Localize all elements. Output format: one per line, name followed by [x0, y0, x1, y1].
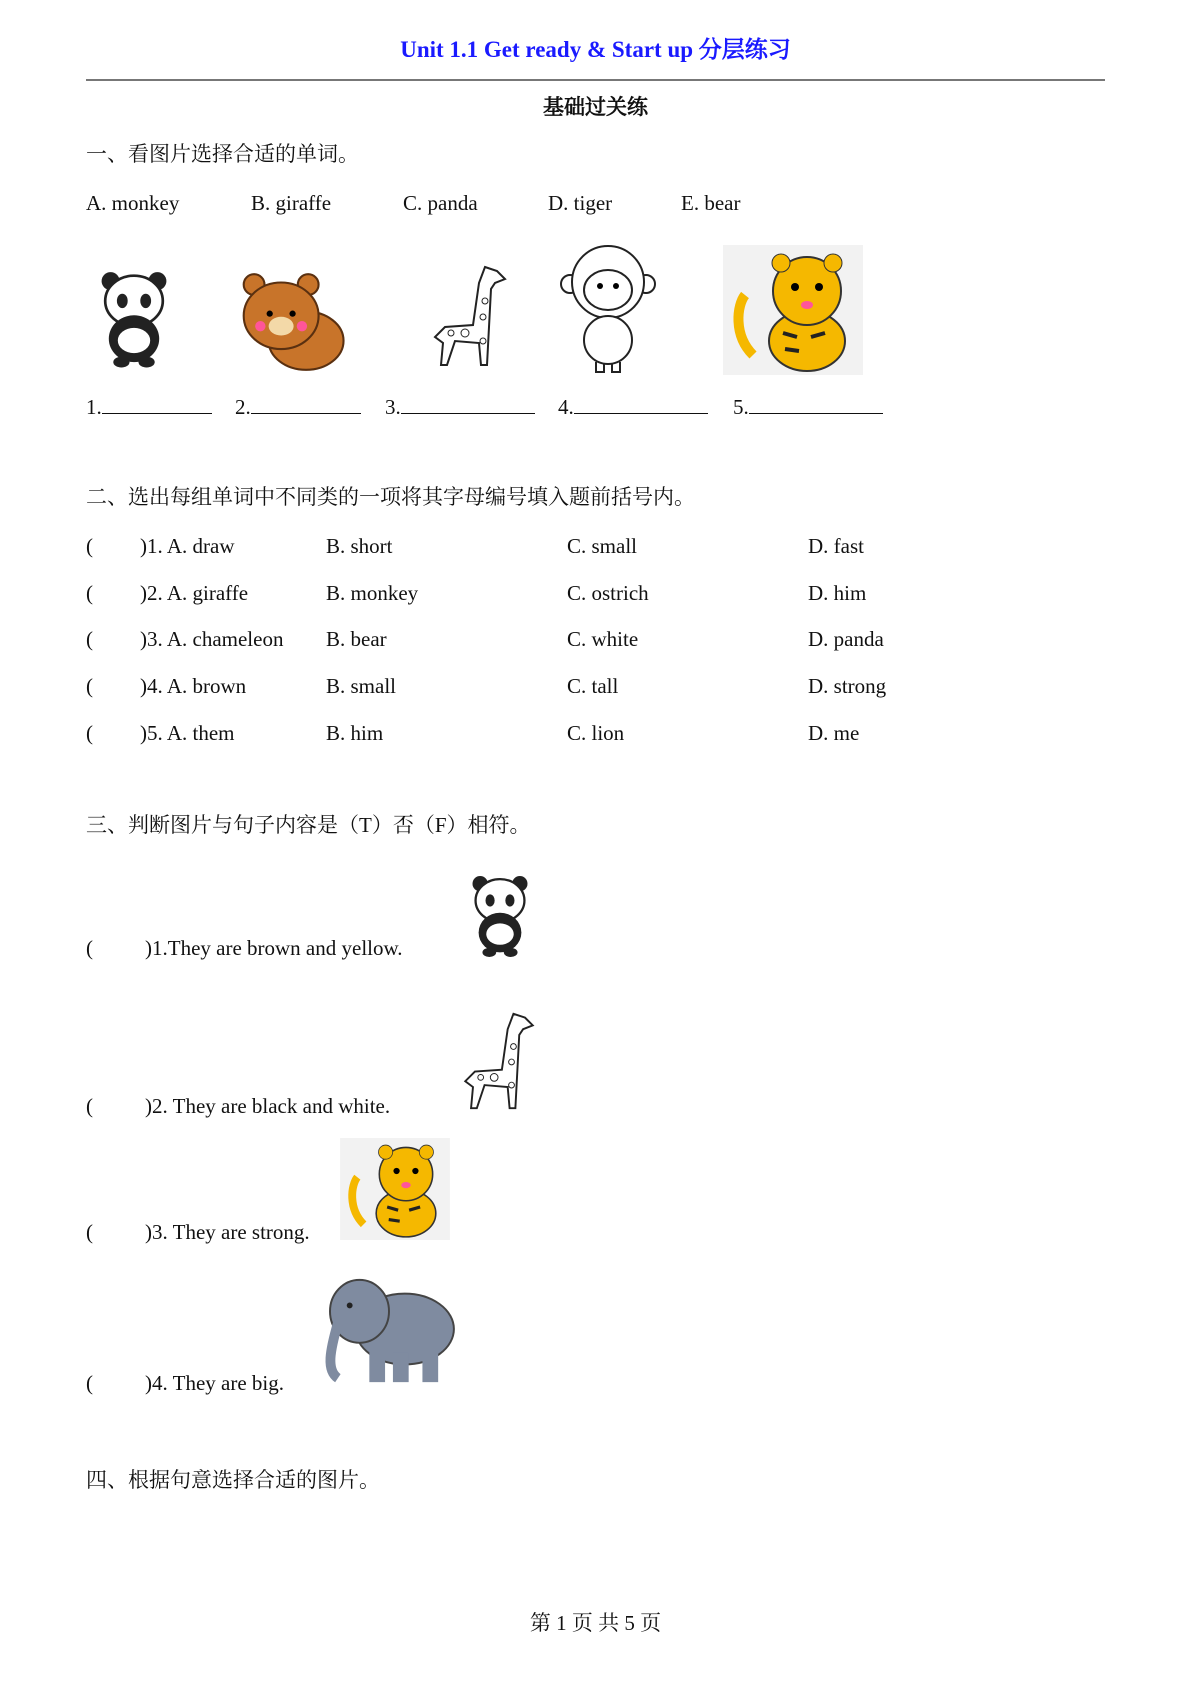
- question-option-c: C. small: [567, 534, 638, 558]
- answer-paren[interactable]: (: [86, 1371, 93, 1395]
- answer-paren[interactable]: (: [86, 674, 93, 698]
- word-option: D. tiger: [548, 191, 613, 215]
- question-option-b: B. monkey: [326, 581, 419, 605]
- section3-heading: 三、判断图片与句子内容是（T）否（F）相符。: [86, 813, 531, 837]
- answer-blank-1[interactable]: 1.: [86, 395, 212, 418]
- question-row: [86, 1222, 310, 1243]
- question-text: )1.They are brown and yellow.: [145, 936, 403, 960]
- answer-blank-5[interactable]: 5.: [733, 395, 883, 418]
- section1-heading: 一、看图片选择合适的单词。: [86, 142, 359, 166]
- tiger-picture: [722, 245, 864, 375]
- answer-blank-4[interactable]: 4.: [558, 395, 708, 418]
- question-option-c: C. lion: [567, 721, 625, 745]
- giraffe-picture: [425, 258, 515, 374]
- question-option-a: )3. A. chameleon: [140, 627, 284, 651]
- question-option-d: D. panda: [808, 627, 884, 651]
- bear-picture: [233, 270, 348, 374]
- word-option: E. bear: [681, 191, 741, 215]
- question-option-a: )5. A. them: [140, 721, 235, 745]
- question-option-d: D. me: [808, 721, 860, 745]
- question-text: )3. They are strong.: [145, 1220, 310, 1244]
- question-option-b: B. short: [326, 534, 393, 558]
- question-option-a: )1. A. draw: [140, 534, 235, 558]
- question-option-b: B. him: [326, 721, 384, 745]
- answer-paren[interactable]: (: [86, 534, 93, 558]
- worksheet-title: Unit 1.1 Get ready & Start up 分层练习: [400, 37, 791, 62]
- section2-heading: 二、选出每组单词中不同类的一项将其字母编号填入题前括号内。: [86, 485, 695, 509]
- question-option-d: D. strong: [808, 674, 887, 698]
- answer-paren[interactable]: (: [86, 1094, 93, 1118]
- answer-blank-3[interactable]: 3.: [385, 395, 535, 418]
- answer-paren[interactable]: (: [86, 936, 93, 960]
- question-option-a: )4. A. brown: [140, 674, 247, 698]
- question-text: )4. They are big.: [145, 1371, 284, 1395]
- question-text: )2. They are black and white.: [145, 1094, 391, 1118]
- question-option-d: D. fast: [808, 534, 864, 558]
- panda-picture: [465, 873, 535, 957]
- question-option-c: C. white: [567, 627, 639, 651]
- word-option: B. giraffe: [251, 191, 332, 215]
- word-option: A. monkey: [86, 191, 180, 215]
- question-option-b: B. small: [326, 674, 397, 698]
- answer-paren[interactable]: (: [86, 627, 93, 651]
- question-option-c: C. ostrich: [567, 581, 649, 605]
- tiger-picture: [340, 1138, 450, 1240]
- page-footer: 第 1 页 共 5 页: [529, 1611, 662, 1635]
- section4-heading: 四、根据句意选择合适的图片。: [86, 1468, 380, 1492]
- answer-paren[interactable]: (: [86, 721, 93, 745]
- header-divider: [86, 79, 1105, 81]
- word-option: C. panda: [403, 191, 478, 215]
- question-option-c: C. tall: [567, 674, 619, 698]
- panda-picture: [98, 262, 170, 374]
- question-option-d: D. him: [808, 581, 867, 605]
- answer-paren[interactable]: (: [86, 581, 93, 605]
- question-option-a: )2. A. giraffe: [140, 581, 249, 605]
- answer-paren[interactable]: (: [86, 1220, 93, 1244]
- question-option-b: B. bear: [326, 627, 387, 651]
- section-subtitle: 基础过关练: [543, 95, 648, 119]
- elephant-picture: [318, 1272, 460, 1390]
- monkey-picture: [558, 244, 658, 374]
- question-row: [86, 1096, 390, 1117]
- question-row: [86, 938, 403, 959]
- question-row: [86, 1373, 284, 1394]
- answer-blank-2[interactable]: 2.: [235, 395, 361, 418]
- giraffe-picture: [452, 1008, 546, 1114]
